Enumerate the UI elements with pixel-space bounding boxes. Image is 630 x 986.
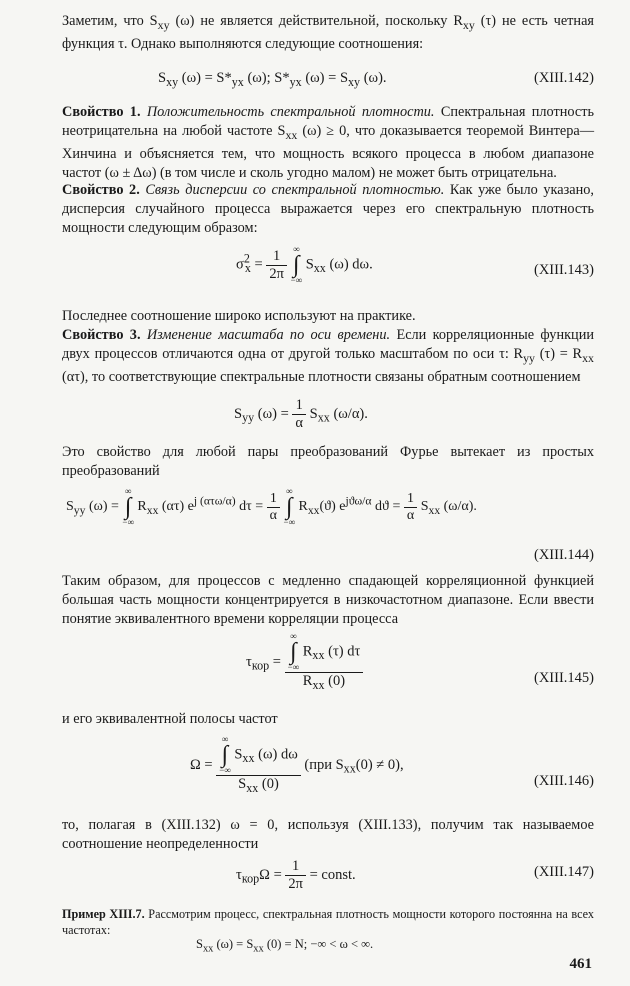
equation-number-144: (XIII.144) [534,547,594,563]
paragraph-bandwidth: и его эквивалентной полосы частот [62,711,278,727]
equation-number-146: (XIII.146) [534,773,594,789]
equation-147: $\tau_{кор}\Omega$ = $\frac{1}{2\pi}$ = const. [236,858,356,892]
equation-number-145: (XIII.145) [534,670,594,686]
equation-145: $\tau_{кор}$ = ∞ ∫ −∞ $R_{xx}$ (τ) dτ $R_{xx}$ (0) [246,632,363,693]
equation-number-142: (XIII.142) [534,70,594,86]
paragraph-property-2: Свойство 2. Связь дисперсии со спектральной плотностью. Как уже было указано, дисперсия случайного процесса выражается через его спектральную плотность мощности следующим образом: [62,182,594,236]
equation-scale: $S_{yy}$ (ω) = $\frac{1}{\alpha}$ $S_{xx}$ (ω/α). [234,397,368,431]
paragraph-practice: Последнее соотношение широко используют на практике. [62,308,416,324]
paragraph-property-1: Свойство 1. Положительность спектральной плотности. Спектральная плотность неотрицательна на любой частоте $S_{xx}$ (ω) ≥ 0, что доказывается теоремой Винтера—Хинчина и объясняется тем, что мощность всякого процесса в любом диапазоне частот (ω ± Δω) (в том числе и сколь угодно малом) не может быть отрицательна. [62,104,594,181]
equation-142: $S_{xy}$ $(\omega) = S*_{yx}$ (ω); $S*_{yx}$ $(\omega) = S_{xy}$ (ω). [158,70,387,89]
example-equation: $S_{xx}$ $(\omega) = S_{xx}$ (0) = N; −∞ < ω < ∞. [196,937,374,955]
example-paragraph: Пример XIII.7. Рассмотрим процесс, спектральная плотность мощности которого постоянна на всех частотах: [62,907,594,937]
paragraph-fourier: Это свойство для любой пары преобразований Фурье вытекает из простых преобразований [62,444,594,479]
equation-number-143: (XIII.143) [534,262,594,278]
page-number: 461 [569,956,592,972]
paragraph-intro: Заметим, что $S_{xy}$ (ω) не является действительной, поскольку $R_{xy}$ (τ) не есть четная функция τ. Однако выполняются следующие соотношения: [62,13,594,52]
paragraph-slow-decay: Таким образом, для процессов с медленно спадающей корреляционной функцией большая часть мощности концентрируется в низкочастотном диапазоне. Если ввести понятие эквивалентного времени корреляции процесса [62,573,594,627]
equation-146: Ω = ∞ ∫ −∞ $S_{xx}$ (ω) dω $S_{xx}$ (0) (при $S_{xx}(0) \ne 0$), [190,734,404,795]
equation-143: $\sigma^2_x$ = $\frac{1}{2\pi}$ ∞ ∫ −∞ $S_{xx}$ (ω) dω. [236,244,373,285]
equation-144: $S_{yy}$ (ω) = ∞ ∫ −∞ $R_{xx}$ (ατ) $e^{j (\alpha\tau\omega/\alpha)}$ dτ = $\frac{1}{\alpha}$ ∞ ∫ −∞ $R_{xx}(ϑ)$ $e^{jϑ\omega/\alpha}$ dϑ = $\frac{1}{\alpha}$ $S_{xx}$ (ω/α). [66,486,477,527]
paragraph-uncertainty: то, полагая в (XIII.132) ω = 0, используя (XIII.133), получим так называемое соотношение неопределенности [62,817,594,852]
paragraph-property-3: Свойство 3. Изменение масштаба по оси времени. Если корреляционные функции двух процессов отличаются одна от другой только масштабом по оси τ: $R_{yy}$ $(\tau) = R_{xx}$ (ατ), то соответствующие спектральные плотности связаны обратным соотношением [62,327,594,385]
equation-number-147: (XIII.147) [534,864,594,880]
